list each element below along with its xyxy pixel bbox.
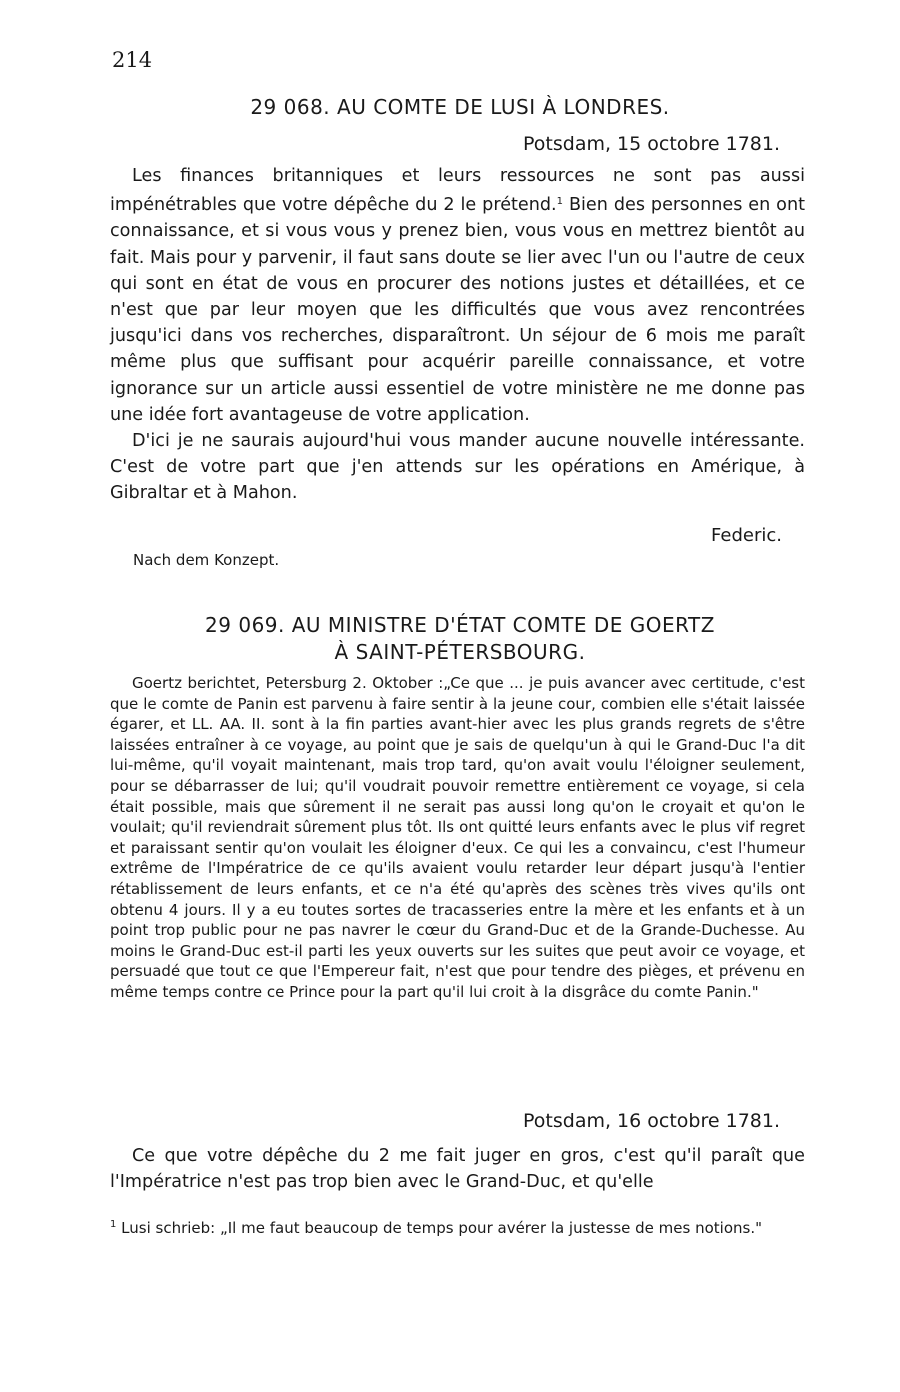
heading-line: À SAINT-PÉTERSBOURG. <box>334 640 586 664</box>
report-summary <box>110 673 805 1003</box>
body-paragraph <box>110 163 805 428</box>
letter-heading: 29 068. AU COMTE DE LUSI À LONDRES. <box>250 95 670 119</box>
footnote-marker: 1 <box>110 1219 117 1230</box>
report-paragraph: Goertz berichtet, Petersburg 2. Oktober :„Ce que ... je puis avancer avec certitude, c'est que le comte de Panin est parvenu à faire sentir à la jeune cour, combien elle s'était laissée égarer, et LL. AA. II. sont à la fin parties avant-hier avec les plus grands regrets de s'être laissées entraîner à ce voyage, au point que je sais de quelqu'un à qui le Grand-Duc l'a dit lui-même, qu'il voyait maintenant, mais trop tard, qu'on avait voulu l'éloigner seulement, pour se débarrasser de lui; qu'il voudrait pouvoir remettre entièrement ce voyage, si cela était possible, mais que sûrement il ne serait pas aussi long qu'on le croyait et qu'on le voulait; qu'il reviendrait sûrement plus tôt. Ils ont quitté leurs enfants avec le plus vif regret et paraissant sentir qu'on voulait les éloigner d'eux. Ce qui les a convaincu, c'est l'humeur extrême de l'Impératrice de ce qu'ils avaient voulu retarder leur départ jusqu'à l'entier rétablissement de leurs enfants, et ce n'a été qu'après des scènes très vives qu'ils ont obtenu 4 jours. Il y a eu toutes sortes de tracasseries entre la mère et les enfants et à un point trop public pour ne pas navrer le cœur du Grand-Duc et de la Grande-Duchesse. Au moins le Grand-Duc est-il parti les yeux ouverts sur les suites que peut avoir ce voyage, et persuadé que tout ce que l'Empereur fait, n'est que pour tendre des pièges, et prévenu en même temps contre ce Prince pour la part qu'il lui croit à la disgrâce du comte Panin." <box>110 674 805 1001</box>
body-text: Bien des personnes en ont connaissance, et si vous vous y prenez bien, vous vous en mettrez bientôt au fait. Mais pour y parvenir, il faut sans doute se lier avec l'un ou l'autre de ceux qui sont en état de vous en procurer des notions justes et détaillées, et ce n'est que par leur moyen que les difficultés que vous avez rencontrées jusqu'ici dans vos recherches, disparaîtront. Un séjour de 6 mois me paraît même plus que suffisant pour acquérir pareille connaissance, et votre ignorance sur un article aussi essentiel de votre ministère ne me donne pas une idée fort avantageuse de votre application. <box>110 195 805 425</box>
letter-dateline: Potsdam, 15 octobre 1781. <box>523 133 780 155</box>
letter-body <box>110 1143 805 1195</box>
footnote <box>110 1214 805 1239</box>
heading-line: 29 069. AU MINISTRE D'ÉTAT COMTE DE GOERTZ <box>205 613 715 637</box>
footnote-reference: 1 <box>556 196 564 208</box>
letter-body <box>110 163 805 507</box>
body-paragraph: Ce que votre dépêche du 2 me fait juger en gros, c'est qu'il paraît que l'Impératrice n'est pas trop bien avec le Grand-Duc, et qu'elle <box>110 1146 805 1193</box>
letter-heading <box>10 612 900 666</box>
letter-dateline: Potsdam, 16 octobre 1781. <box>523 1110 780 1132</box>
footnote-text <box>110 1214 805 1239</box>
body-paragraph: D'ici je ne saurais aujourd'hui vous mander aucune nouvelle intéressante. C'est de votre part que j'en attends sur les opérations en Amérique, à Gibraltar et à Mahon. <box>110 431 805 504</box>
source-note: Nach dem Konzept. <box>133 551 280 569</box>
footnote-body: Lusi schrieb: „Il me faut beaucoup de temps pour avérer la justesse de mes notions." <box>121 1219 762 1237</box>
signature: Federic. <box>711 525 782 546</box>
body-text: Les finances britanniques et leurs ressources ne sont pas aussi impénétrables que votre dépêche du 2 le prétend. <box>110 166 805 216</box>
page-number: 214 <box>112 48 153 72</box>
